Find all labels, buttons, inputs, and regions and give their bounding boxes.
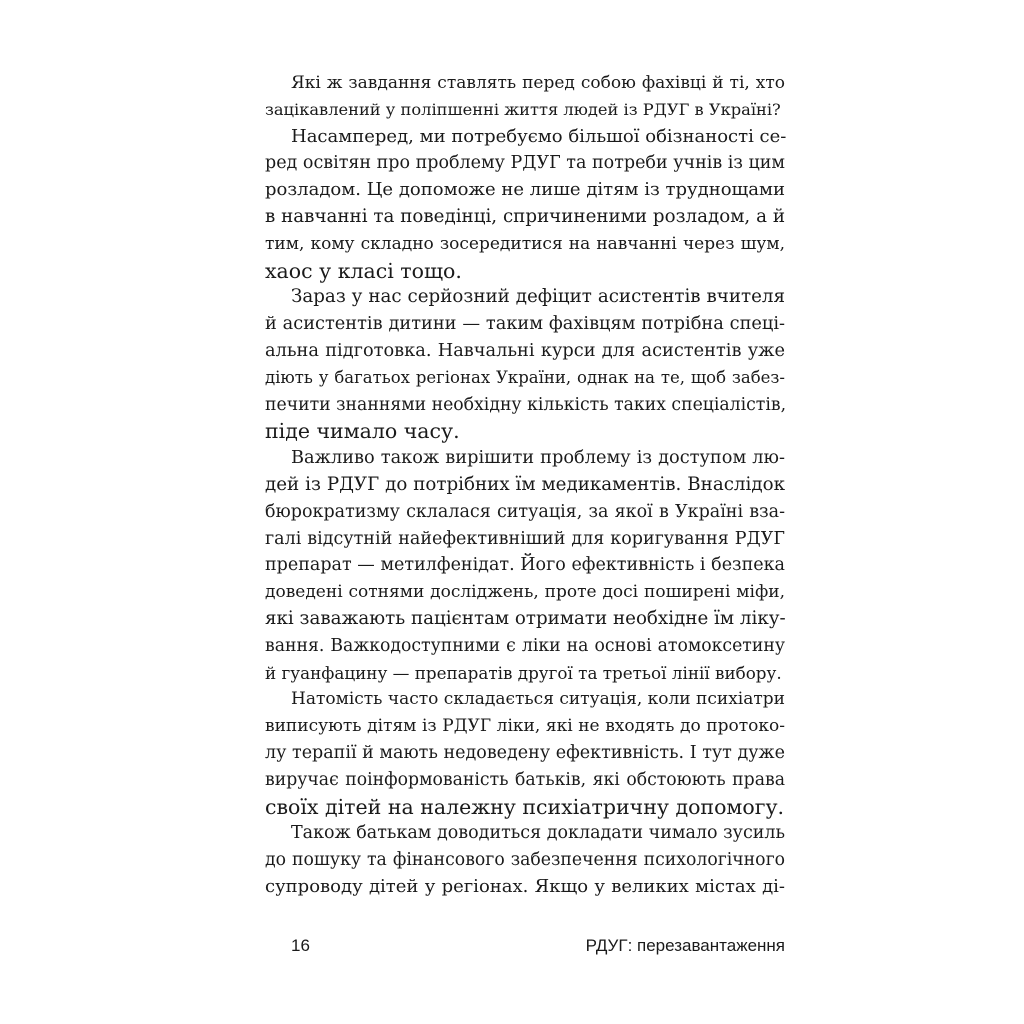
text-line: тим, кому складно зосередитися на навчанні через шум, — [265, 233, 785, 254]
text-line: розладом. Це допоможе не лише дітям із труднощами — [265, 179, 785, 201]
text-line: бюрократизму склалася ситуація, за якої в Україні вза- — [265, 501, 785, 522]
text-line: зацікавлений у поліпшенні життя людей із РДУГ в Україні? — [265, 99, 781, 119]
text-line: діють у багатьох регіонах України, однак на те, щоб забез- — [265, 367, 785, 387]
text-line: Зараз у нас серйозний дефіцит асистентів вчителя — [291, 286, 785, 308]
text-line: лу терапії й мають недоведену ефективність. І тут дуже — [265, 742, 785, 763]
text-line: до пошуку та фінансового забезпечення психологічного — [265, 850, 785, 871]
text-line: супроводу дітей у регіонах. Якщо у великих містах ді- — [265, 875, 785, 897]
page-footer — [265, 936, 785, 960]
text-line: доведені сотнями досліджень, проте досі поширені міфи, — [265, 582, 785, 603]
text-line: печити знаннями необхідну кількість таких спеціалістів, — [265, 394, 787, 415]
text-line: дей із РДУГ до потрібних їм медикаментів. Внаслідок — [265, 473, 785, 495]
running-title: РДУГ: перезавантаження — [585, 936, 785, 955]
text-line: Які ж завдання ставлять перед собою фахівці й ті, хто — [291, 73, 785, 93]
text-line: в навчанні та поведінці, спричиненими розладом, а й — [265, 205, 785, 227]
text-line: й асистентів дитини — таким фахівцям потрібна спеці- — [265, 314, 785, 335]
text-line: хаос у класі тощо. — [265, 258, 462, 283]
text-line: препарат — метилфенідат. Його ефективність і безпека — [265, 555, 785, 576]
text-line: Насамперед, ми потребуємо більшої обізнаності се- — [291, 125, 787, 147]
body-text — [265, 70, 785, 901]
text-line: виписують дітям із РДУГ ліки, які не входять до протоко- — [265, 716, 785, 737]
text-line: ред освітян про проблему РДУГ та потреби учнів із цим — [265, 153, 785, 174]
text-line: альна підготовка. Навчальні курси для асистентів уже — [265, 340, 785, 361]
text-line: галі відсутній найефективніший для коригування РДУГ — [265, 528, 785, 549]
text-line: піде чимало часу. — [265, 419, 460, 444]
text-line: своїх дітей на належну психіатричну допомогу. — [265, 794, 785, 819]
text-line: Натомість часто складається ситуація, коли психіатри — [291, 689, 785, 710]
text-line: які заважають пацієнтам отримати необхідне їм ліку- — [265, 607, 786, 629]
page-number: 16 — [291, 936, 310, 955]
text-line: й гуанфацину — препаратів другої та третьої лінії вибору. — [265, 662, 782, 683]
text-line: вання. Важкодоступними є ліки на основі атомоксетину — [265, 635, 785, 656]
text-line: Важливо також вирішити проблему із доступом лю- — [291, 448, 785, 469]
text-line: виручає поінформованість батьків, які обстоюють права — [265, 769, 785, 790]
text-line: Також батькам доводиться докладати чимало зусиль — [291, 823, 786, 844]
